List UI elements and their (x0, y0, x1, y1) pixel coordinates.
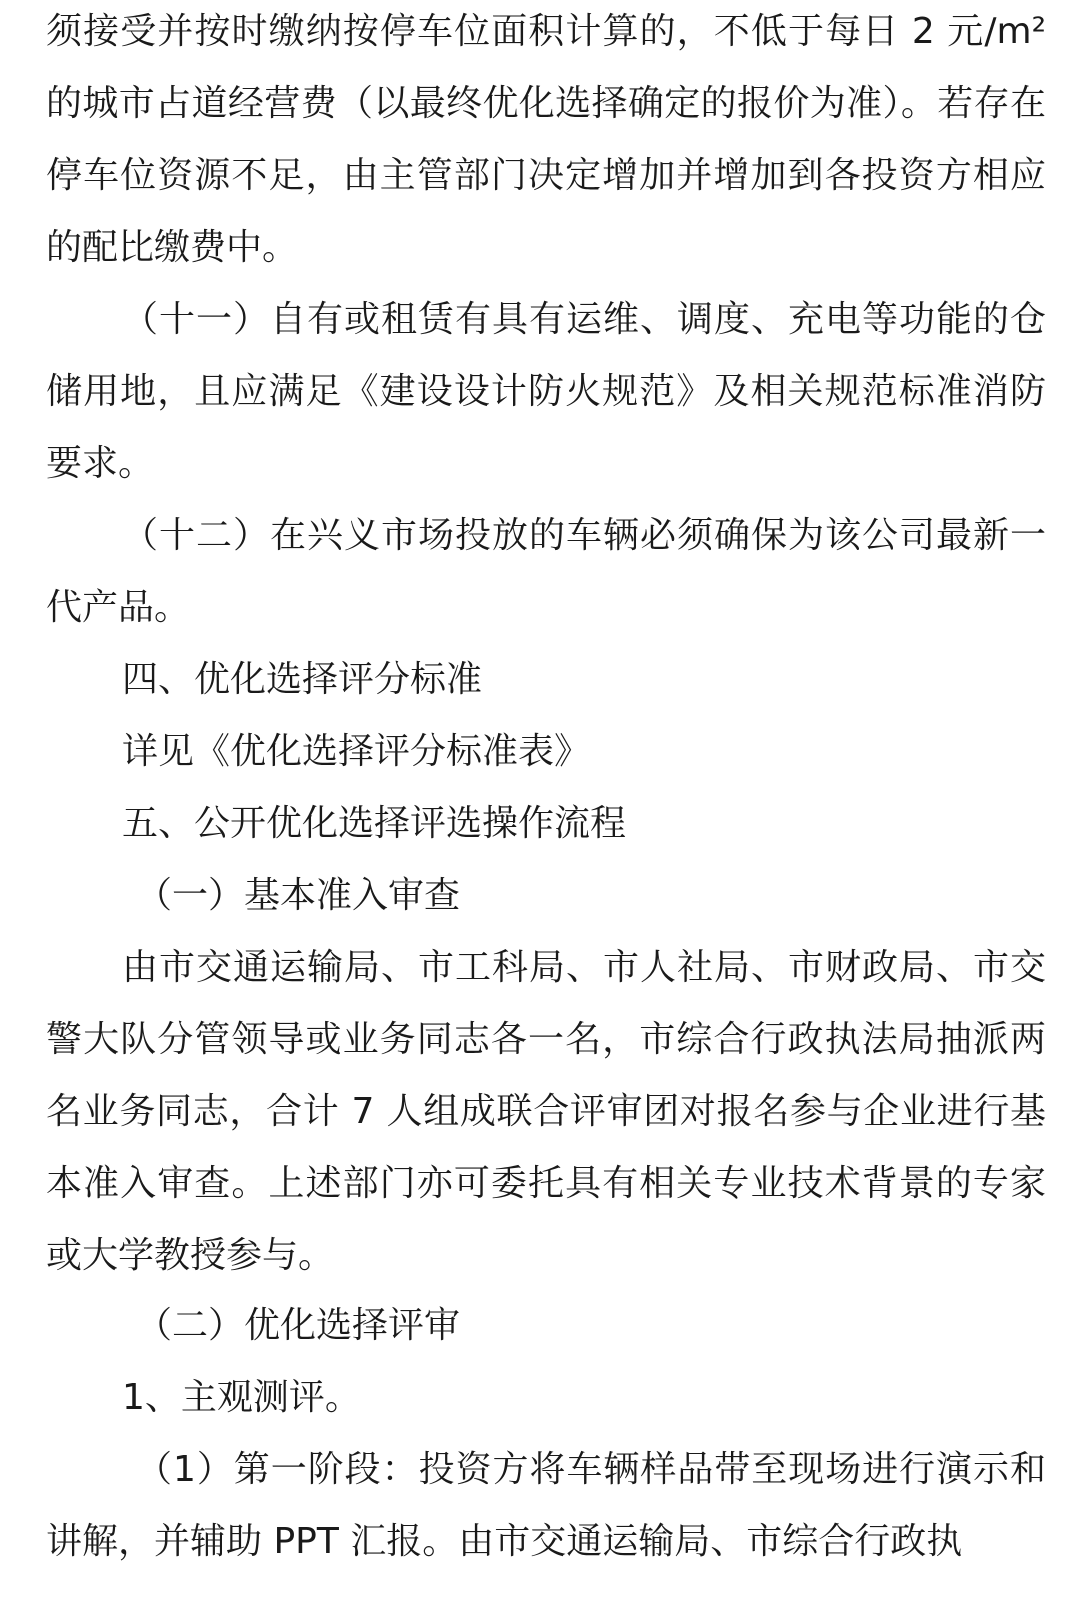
heading-sub-2: （二）优化选择评审 (136, 1305, 461, 1346)
paragraph-sub-1-body: 由市交通运输局、市工科局、市人社局、市财政局、市交警大队分管领导或业务同志各一名，市综合行政执法局抽派两名业务同志，合计 7 人组成联合评审团对报名参与企业进行基本准入审查。上述部门亦可委托具有相关专业技术背景的专家或大学教授参与。 (46, 947, 1046, 1276)
heading-sub-2-item-1: 1、主观测评。 (122, 1377, 361, 1418)
paragraph-section-4-body: 详见《优化选择评分标准表》 (122, 731, 591, 772)
paragraph-stage-1: （1）第一阶段：投资方将车辆样品带至现场进行演示和讲解，并辅助 PPT 汇报。由市交通运输局、市综合行政执 (46, 1449, 1046, 1562)
paragraph-parking-fee: 须接受并按时缴纳按停车位面积计算的，不低于每日 2 元/m²的城市占道经营费（以最终优化选择确定的报价为准）。若存在停车位资源不足，由主管部门决定增加并增加到各投资方相应的配比缴费中。 (46, 11, 1046, 268)
paragraph-item-12: （十二）在兴义市场投放的车辆必须确保为该公司最新一代产品。 (46, 515, 1046, 628)
heading-section-5: 五、公开优化选择评选操作流程 (122, 803, 627, 844)
heading-sub-1: （一）基本准入审查 (136, 875, 461, 916)
paragraph-item-11: （十一）自有或租赁有具有运维、调度、充电等功能的仓储用地，且应满足《建设设计防火规范》及相关规范标准消防要求。 (46, 299, 1046, 484)
document-page (46, 0, 1046, 1620)
heading-section-4: 四、优化选择评分标准 (122, 659, 483, 700)
